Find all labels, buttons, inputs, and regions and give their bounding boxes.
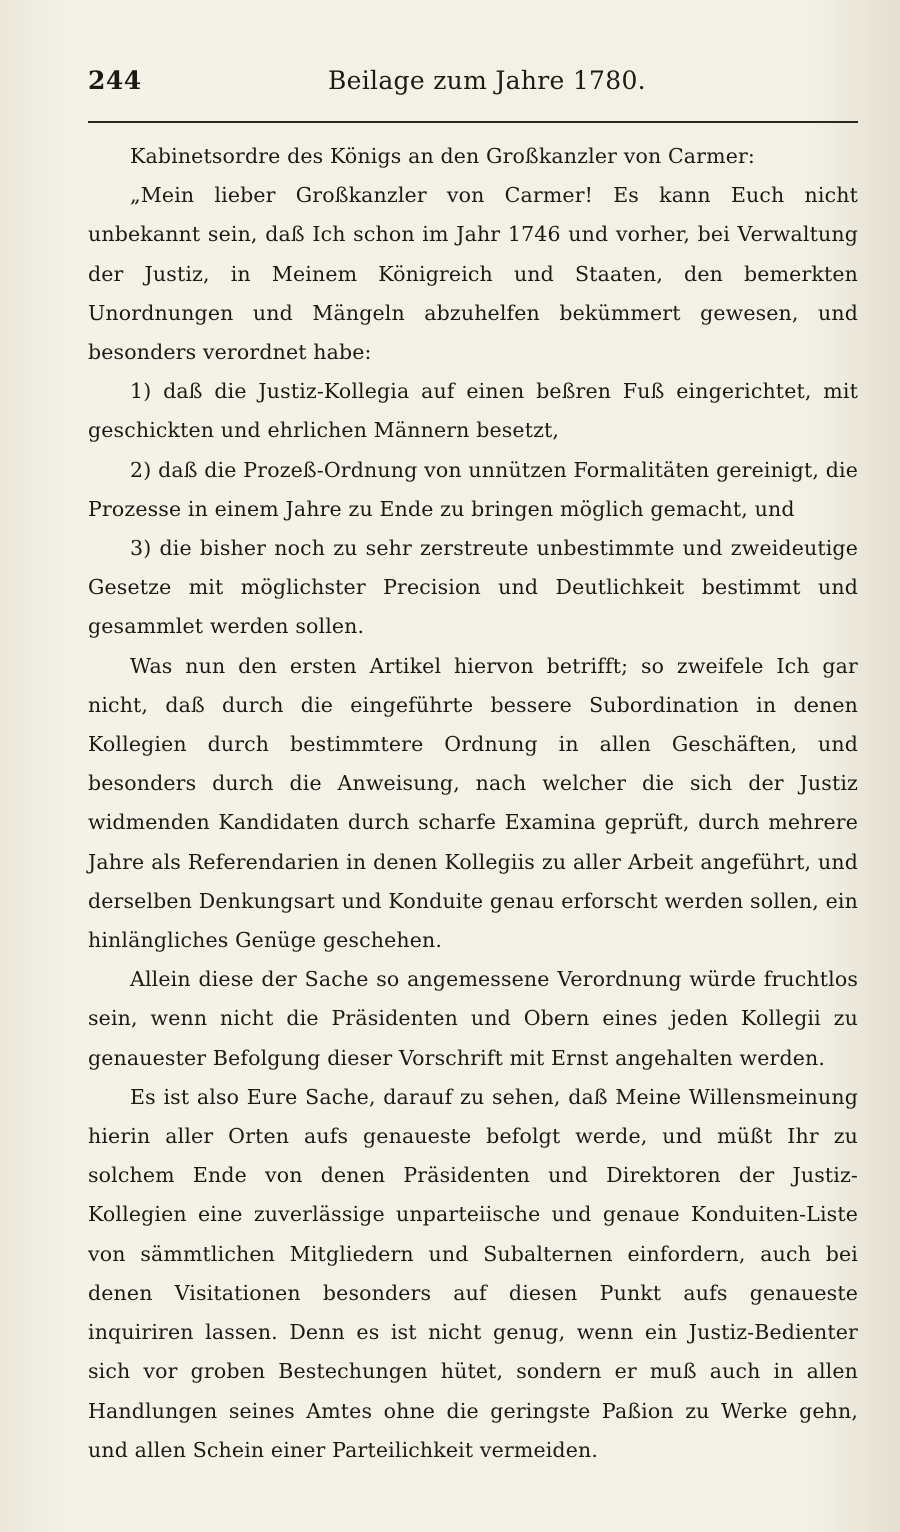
header-rule [88, 121, 858, 123]
page-header [88, 66, 858, 106]
page-number: 244 [88, 66, 142, 95]
list-item-2: 2) daß die Prozeß-Ordnung von unnützen Formalitäten gereinigt, die Prozesse in einem Jahre zu Ende zu bringen möglich gemacht, und [88, 457, 858, 521]
paragraph-opening: „Mein lieber Großkanzler von Carmer! Es kann Euch nicht unbekannt sein, daß Ich schon im Jahr 1746 und vorher, bei Verwaltung der Justiz, in Meinem Königreich und Staaten, den bemerkten Unordnungen und Mängeln abzuhelfen bekümmert gewesen, und besonders verordnet habe: [88, 183, 858, 365]
list-item-3: 3) die bisher noch zu sehr zerstreute unbestimmte und zweideutige Gesetze mit möglichster Precision und Deutlichkeit bestimmt und gesammlet werden sollen. [88, 536, 858, 639]
paragraph-ordinance: Allein diese der Sache so angemessene Verordnung würde fruchtlos sein, wenn nicht die Präsidenten und Obern eines jeden Kollegii zu genauester Befolgung dieser Vorschrift mit Ernst angehalten werden. [88, 967, 858, 1070]
body-text [88, 137, 858, 1470]
paragraph-first-article: Was nun den ersten Artikel hiervon betrifft; so zweifele Ich gar nicht, daß durch die eingeführte bessere Subordination in denen Kollegien durch bestimmtere Ordnung in allen Geschäften, und besonders durch die Anweisung, nach welcher die sich der Justiz widmenden Kandidaten durch scharfe Examina geprüft, durch mehrere Jahre als Referendarien in denen Kollegiis zu aller Arbeit angeführt, und derselben Denkungsart und Konduite genau erforscht werden sollen, ein hinlängliches Genüge geschehen. [88, 653, 858, 953]
list-item-1: 1) daß die Justiz-Kollegia auf einen beßren Fuß eingerichtet, mit geschickten und ehrlichen Männern besetzt, [88, 379, 858, 443]
running-head: Beilage zum Jahre 1780. [328, 66, 646, 95]
paragraph-duty: Es ist also Eure Sache, darauf zu sehen, daß Meine Willensmeinung hierin aller Orten aufs genaueste befolgt werde, und müßt Ihr zu solchem Ende von denen Präsidenten und Direktoren der Justiz-Kollegien eine zuverlässige unparteiische und genaue Konduiten-Liste von sämmtlichen Mitgliedern und Subalternen einfordern, auch bei denen Visitationen besonders auf diesen Punkt aufs genaueste inquiriren lassen. Denn es ist nicht genug, wenn ein Justiz-Bedienter sich vor groben Bestechungen hütet, sondern er muß auch in allen Handlungen seines Amtes ohne die geringste Paßion zu Werke gehn, und allen Schein einer Parteilichkeit vermeiden. [88, 1084, 858, 1462]
section-heading: Kabinetsordre des Königs an den Großkanzler von Carmer: [130, 144, 755, 168]
